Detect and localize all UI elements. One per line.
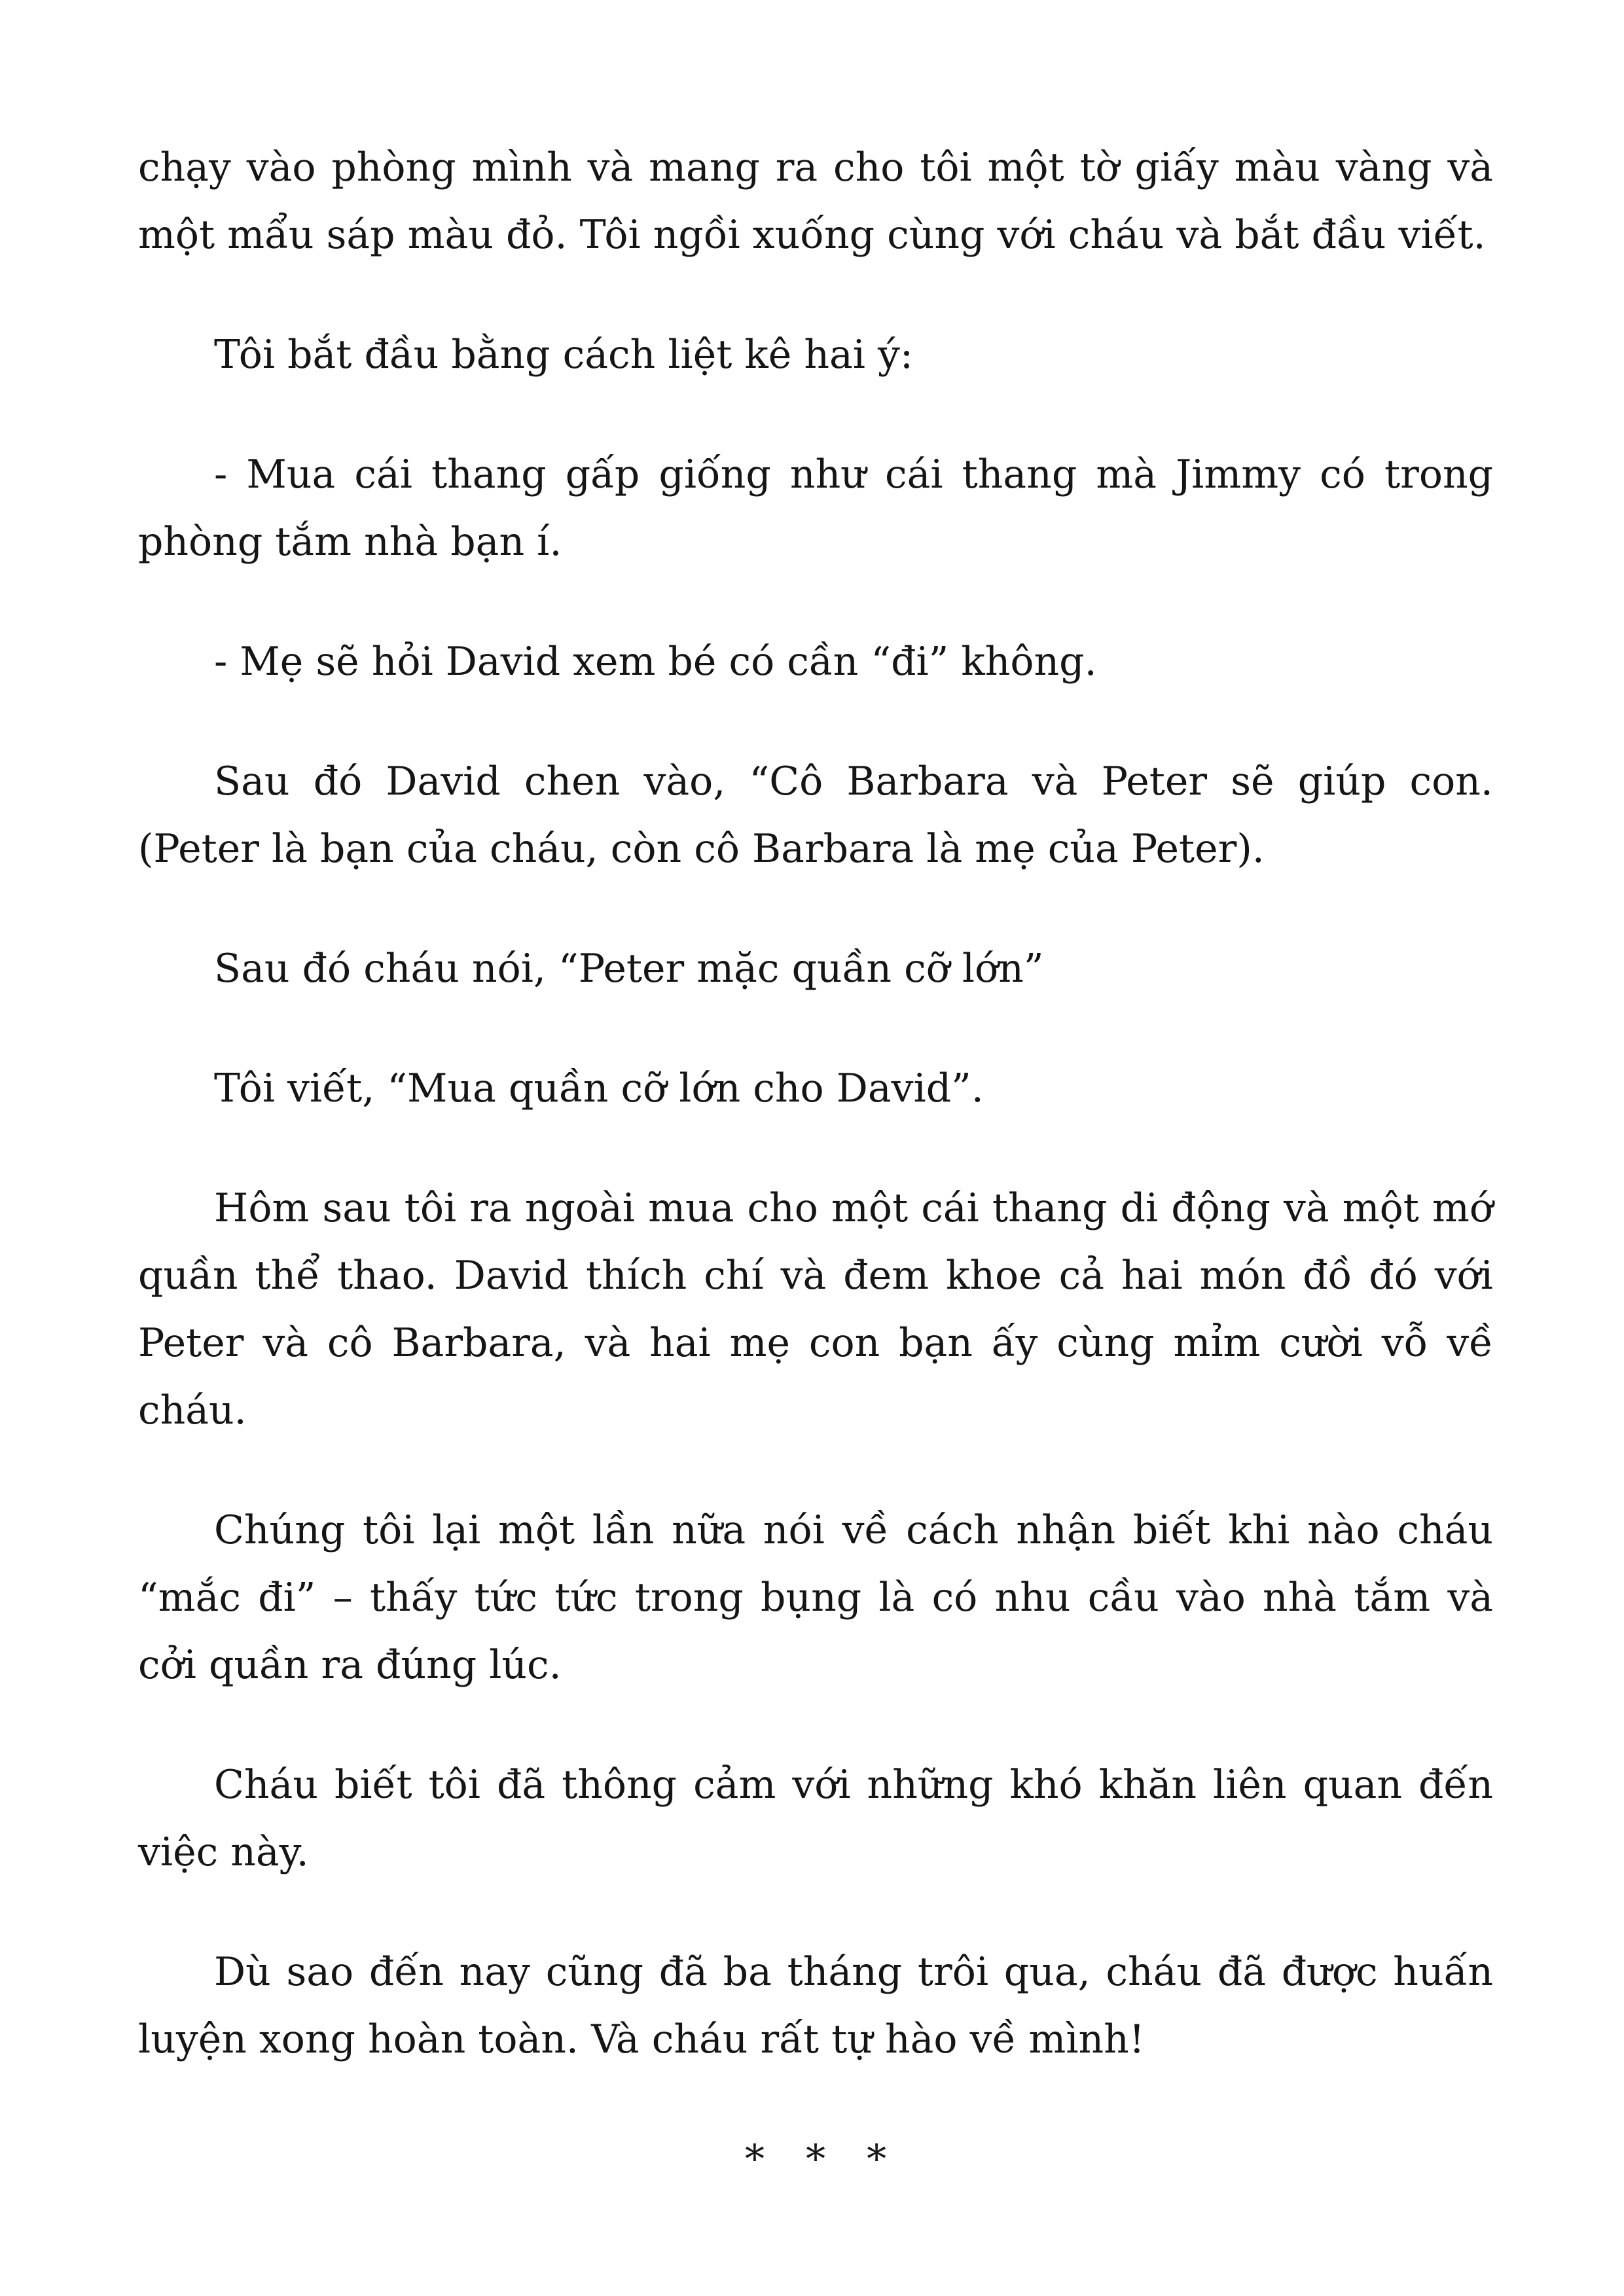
paragraph-david-interjects: Sau đó David chen vào, “Cô Barbara và Peter sẽ giúp con. (Peter là bạn của cháu, còn cô Barbara là mẹ của Peter). (138, 759, 1493, 872)
paragraph-list-item-ladder: - Mua cái thang gấp giống như cái thang mà Jimmy có trong phòng tắm nhà bạn í. (138, 452, 1493, 565)
paragraph-next-day: Hôm sau tôi ra ngoài mua cho một cái thang di động và một mớ quần thể thao. David thích chí và đem khoe cả hai món đồ đó với Peter và cô Barbara, và hai mẹ con bạn ấy cùng mỉm cười vỗ về cháu. (138, 1185, 1493, 1433)
paragraph-three-months: Dù sao đến nay cũng đã ba tháng trôi qua, cháu đã được huấn luyện xong hoàn toàn. Và cháu rất tự hào về mình! (138, 1949, 1493, 2062)
paragraph-peter-pants: Sau đó cháu nói, “Peter mặc quần cỡ lớn” (214, 946, 1044, 992)
section-separator: * * * (744, 2136, 901, 2182)
paragraph-sympathy: Cháu biết tôi đã thông cảm với những khó khăn liên quan đến việc này. (138, 1762, 1493, 1875)
paragraph-continuation: chạy vào phòng mình và mang ra cho tôi một tờ giấy màu vàng và một mẩu sáp màu đỏ. Tôi ngồi xuống cùng với cháu và bắt đầu viết. (138, 145, 1493, 258)
paragraph-list-item-ask: - Mẹ sẽ hỏi David xem bé có cần “đi” không. (214, 639, 1097, 685)
paragraph-recognize: Chúng tôi lại một lần nữa nói về cách nhận biết khi nào cháu “mắc đi” – thấy tức tức trong bụng là có nhu cầu vào nhà tắm và cởi quần ra đúng lúc. (138, 1507, 1493, 1688)
paragraph-i-wrote: Tôi viết, “Mua quần cỡ lớn cho David”. (214, 1066, 984, 1111)
paragraph-list-intro: Tôi bắt đầu bằng cách liệt kê hai ý: (214, 332, 914, 378)
document-page (138, 134, 1493, 2193)
